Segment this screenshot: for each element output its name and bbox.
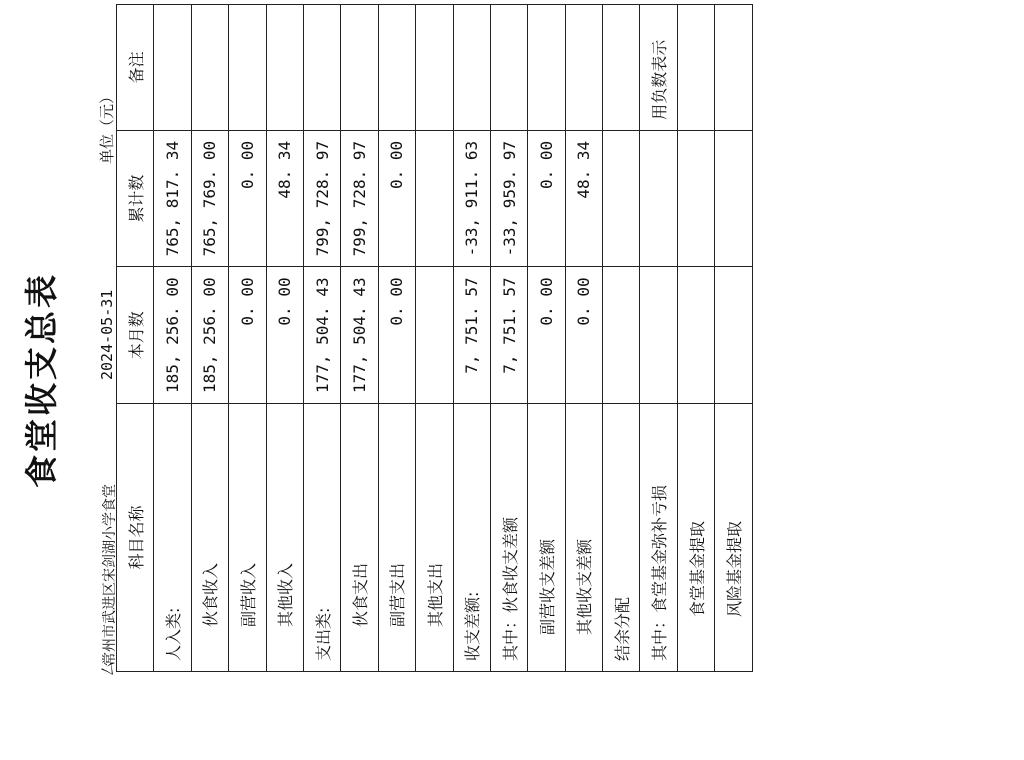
header-month-amount: 本月数	[117, 267, 154, 404]
row-account-name: 其中：伙食收支差额	[490, 404, 527, 672]
row-cumulative-amount: -33, 911. 63	[453, 130, 490, 267]
row-month-amount	[677, 267, 714, 404]
row-cumulative-amount	[715, 130, 752, 267]
row-month-amount: 0. 00	[378, 267, 415, 404]
row-account-name: 副营支出	[378, 404, 415, 672]
row-remark	[453, 4, 490, 130]
table-row	[453, 4, 490, 671]
report-date: 2024-05-31	[98, 289, 116, 380]
row-cumulative-amount	[603, 130, 640, 267]
row-month-amount: 7, 751. 57	[490, 267, 527, 404]
row-cumulative-amount: -33, 959. 97	[490, 130, 527, 267]
header-account-name: 科目名称	[117, 404, 154, 672]
row-month-amount	[715, 267, 752, 404]
row-account-name: 风险基金提取	[715, 404, 752, 672]
row-month-amount: 177, 504. 43	[303, 267, 340, 404]
row-month-amount: 0. 00	[565, 267, 602, 404]
row-account-name: 伙食支出	[341, 404, 378, 672]
row-remark	[154, 4, 191, 130]
row-remark	[603, 4, 640, 130]
row-month-amount: 0. 00	[266, 267, 303, 404]
header-cumulative-amount: 累计数	[117, 130, 154, 267]
row-remark	[490, 4, 527, 130]
currency-unit-label: 单位（元）	[98, 88, 116, 164]
row-account-name: 结余分配	[603, 404, 640, 672]
row-month-amount	[640, 267, 677, 404]
header-remarks: 备注	[117, 4, 154, 130]
row-account-name: 收支差额:	[453, 404, 490, 672]
row-cumulative-amount: 0. 00	[229, 130, 266, 267]
income-expense-table	[116, 4, 753, 672]
row-remark	[677, 4, 714, 130]
row-cumulative-amount	[640, 130, 677, 267]
table-row	[677, 4, 714, 671]
row-cumulative-amount: 0. 00	[528, 130, 565, 267]
row-month-amount: 7, 751. 57	[453, 267, 490, 404]
row-cumulative-amount: 765, 817. 34	[154, 130, 191, 267]
row-month-amount	[416, 267, 453, 404]
table-row	[490, 4, 527, 671]
row-cumulative-amount	[677, 130, 714, 267]
table-row	[229, 4, 266, 671]
row-account-name: 其中：食堂基金弥补亏损	[640, 404, 677, 672]
row-cumulative-amount: 799, 728. 97	[341, 130, 378, 267]
row-account-name: 人入类:	[154, 404, 191, 672]
table-header-row	[117, 4, 154, 671]
unit-name: 常州市武进区宋剑湖小学食堂	[102, 484, 118, 666]
row-month-amount: 0. 00	[229, 267, 266, 404]
row-account-name: 支出类:	[303, 404, 340, 672]
row-month-amount: 185, 256. 00	[154, 267, 191, 404]
row-account-name: 副营收支差额	[528, 404, 565, 672]
row-remark	[528, 4, 565, 130]
corner-mark: 厶	[101, 662, 117, 676]
row-remark	[416, 4, 453, 130]
table-row	[565, 4, 602, 671]
row-remark: 用负数表示	[640, 4, 677, 130]
table-row	[416, 4, 453, 671]
row-remark	[303, 4, 340, 130]
row-remark	[378, 4, 415, 130]
row-remark	[341, 4, 378, 130]
table-row	[341, 4, 378, 671]
row-account-name: 食堂基金提取	[677, 404, 714, 672]
row-month-amount: 185, 256. 00	[191, 267, 228, 404]
row-month-amount: 177, 504. 43	[341, 267, 378, 404]
row-account-name: 其他支出	[416, 404, 453, 672]
row-cumulative-amount: 765, 769. 00	[191, 130, 228, 267]
table-row	[303, 4, 340, 671]
table-row	[154, 4, 191, 671]
row-account-name: 副营收入	[229, 404, 266, 672]
row-remark	[191, 4, 228, 130]
row-remark	[715, 4, 752, 130]
table-row	[191, 4, 228, 671]
row-account-name: 其他收支差额	[565, 404, 602, 672]
row-remark	[229, 4, 266, 130]
row-remark	[266, 4, 303, 130]
row-cumulative-amount: 48. 34	[266, 130, 303, 267]
row-account-name: 伙食收入	[191, 404, 228, 672]
row-month-amount	[603, 267, 640, 404]
table-row	[640, 4, 677, 671]
table-row	[603, 4, 640, 671]
row-account-name: 其他收入	[266, 404, 303, 672]
row-remark	[565, 4, 602, 130]
document-title: 食堂收支总表	[22, 272, 61, 488]
row-cumulative-amount: 0. 00	[378, 130, 415, 267]
row-cumulative-amount: 799, 728. 97	[303, 130, 340, 267]
table-row	[266, 4, 303, 671]
row-month-amount: 0. 00	[528, 267, 565, 404]
table-row	[528, 4, 565, 671]
table-row	[715, 4, 752, 671]
table-row	[378, 4, 415, 671]
row-cumulative-amount: 48. 34	[565, 130, 602, 267]
row-cumulative-amount	[416, 130, 453, 267]
